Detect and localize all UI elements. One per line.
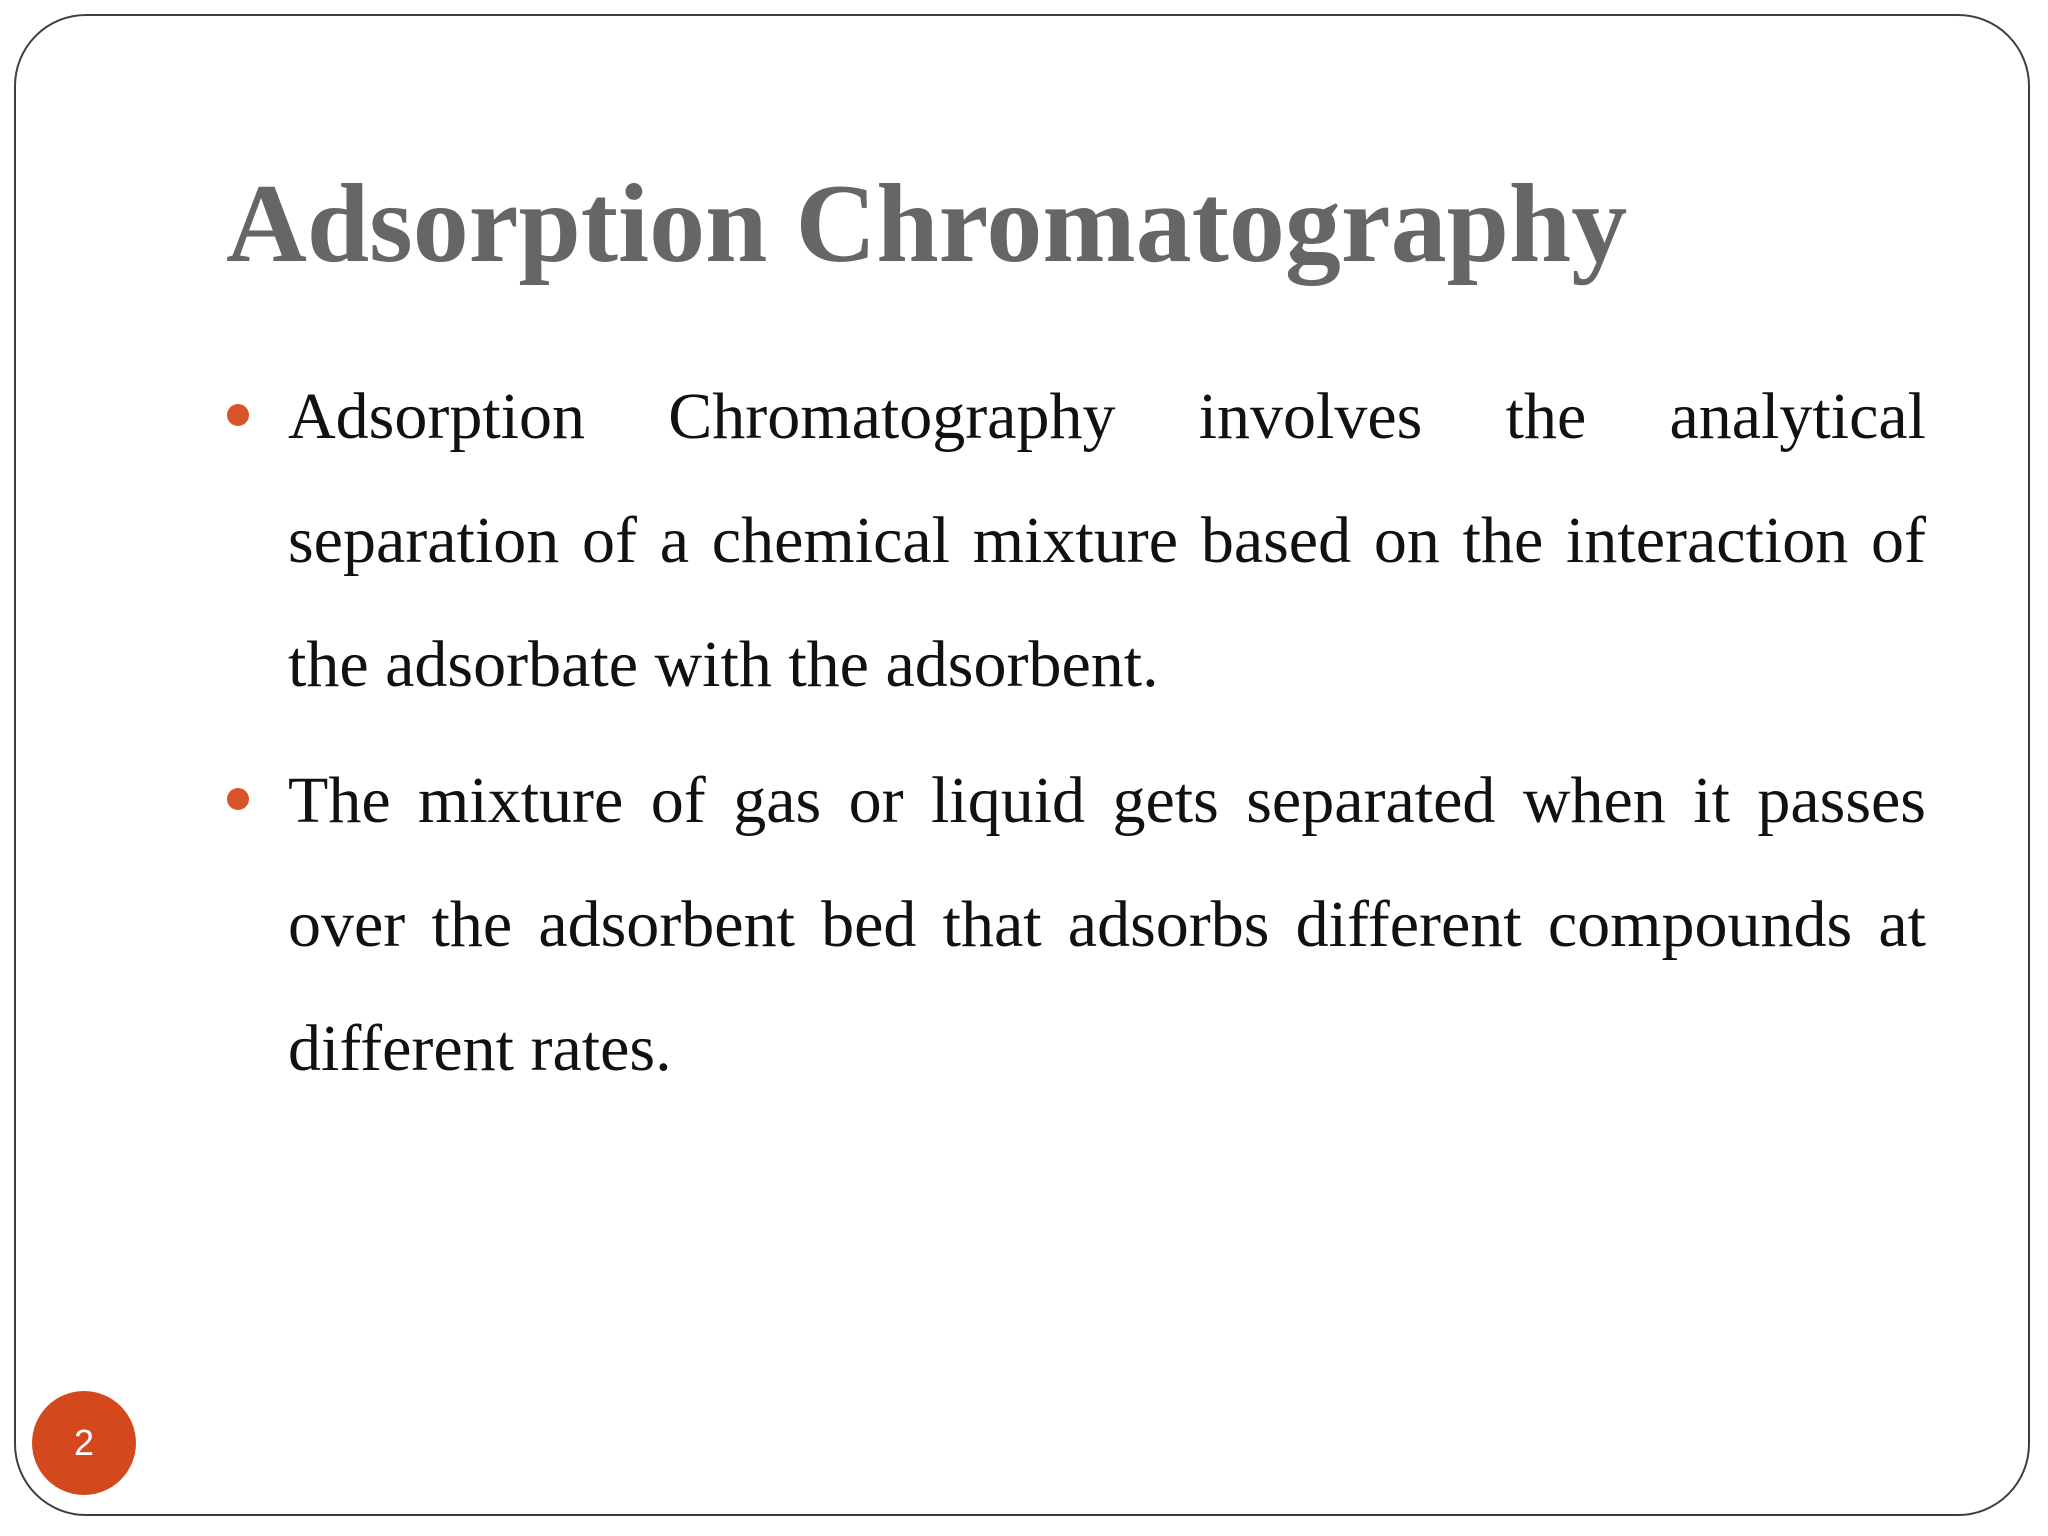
bullet-list: [288, 355, 1926, 1123]
bullet-dot-icon: [227, 788, 249, 810]
bullet-item: [288, 355, 1926, 727]
page-number-badge: 2: [32, 1391, 136, 1495]
bullet-text: Adsorption Chromatography involves the analytical separation of a chemical mixture based on the interaction of the adsorbate with the adsorbent.: [288, 380, 1926, 701]
bullet-text: The mixture of gas or liquid gets separated when it passes over the adsorbent bed that adsorbs different compounds at different rates.: [288, 764, 1926, 1085]
bullet-item: [288, 739, 1926, 1111]
bullet-dot-icon: [227, 404, 249, 426]
slide-title: Adsorption Chromatography: [226, 162, 1628, 286]
